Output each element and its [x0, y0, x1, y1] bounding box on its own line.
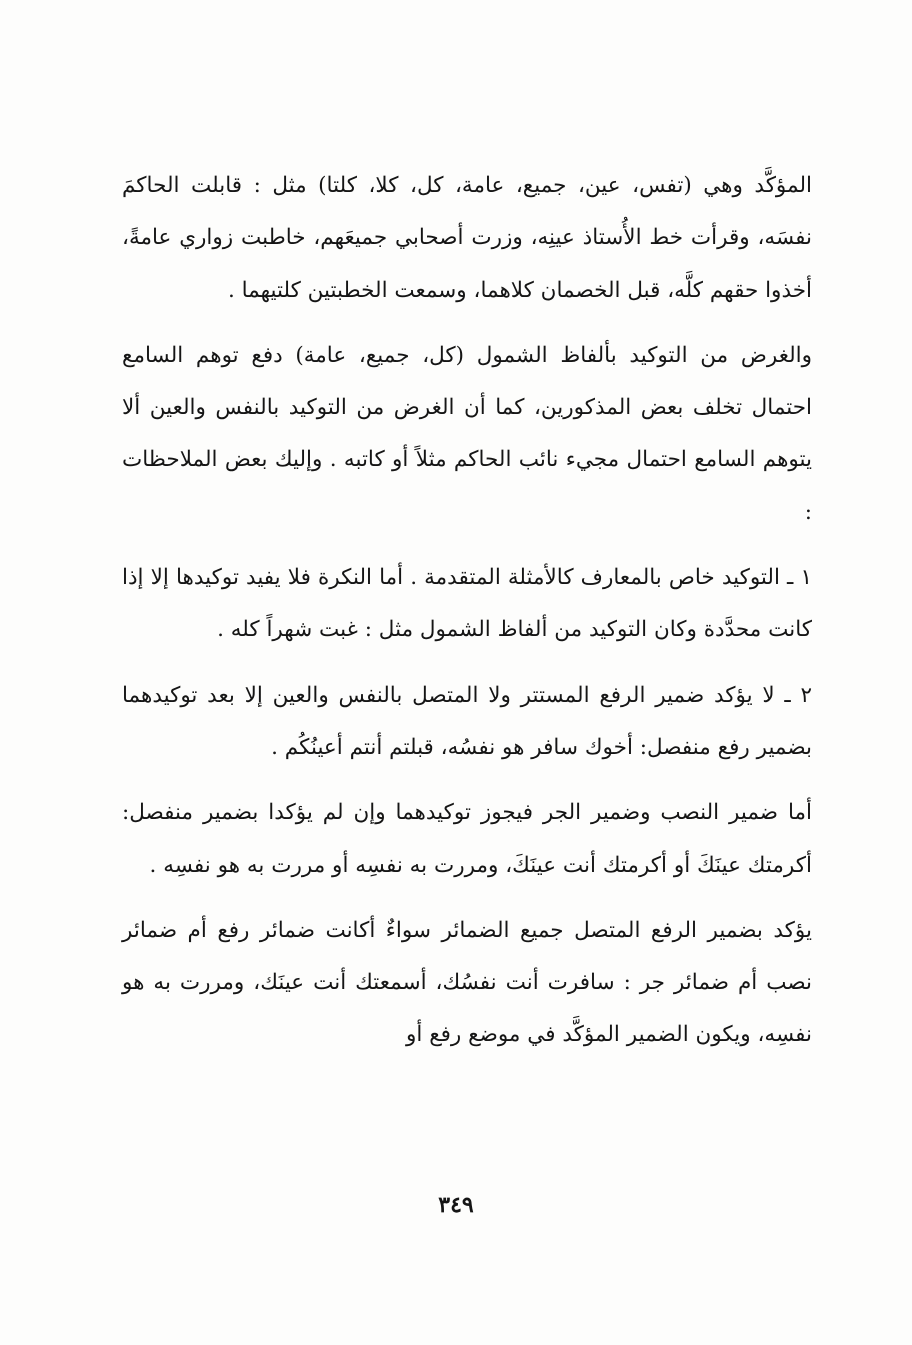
paragraph-purpose-of-emphasis: والغرض من التوكيد بألفاظ الشمول (كل، جميع، عامة) دفع توهم السامع احتمال تخلف بعض المذكورين، كما أن الغرض من التوكيد بالنفس والعين ألا يتوهم السامع احتمال مجيء نائب الحاكم مثلاً أو كاتبه . وإليك بعض الملاحظات :: [122, 342, 812, 525]
paragraph-object-pronouns: أما ضمير النصب وضمير الجر فيجوز توكيدهما وإن لم يؤكدا بضمير منفصل: أكرمتك عينَكَ أو أكرمتك أنت عينَكَ، ومررت به نفسِه أو مررت به هو نفسِه .: [122, 800, 812, 878]
paragraph-connected-pronoun: يؤكد بضمير الرفع المتصل جميع الضمائر سواءٌ أكانت ضمائر رفع أم ضمائر نصب أم ضمائر جر : سافرت أنت نفسُك، أسمعتك أنت عينَك، ومررت به هو نفسِه، ويكون الضمير المؤكَّد في موضع رفع أو: [122, 917, 812, 1048]
paragraph-emphasis-words: المؤكَّد وهي (تفس، عين، جميع، عامة، كل، كلا، كلتا) مثل : قابلت الحاكمَ نفسَه، وقرأت خط الأُستاذ عينِه، وزرت أصحابي جميعَهم، خاطبت زواري عامةً، أخذوا حقهم كلَّه، قبل الخصمان كلاهما، وسمعت الخطبتين كلتيهما .: [122, 173, 812, 303]
page-number: ٣٤٩: [438, 1192, 474, 1218]
page-body-text: [122, 160, 812, 1062]
paragraph-note-2: ٢ ـ لا يؤكد ضمير الرفع المستتر ولا المتصل بالنفس والعين إلا بعد توكيدهما بضمير رفع منفصل: أخوك سافر هو نفسُه، قبلتم أنتم أعينُكُم .: [122, 682, 812, 760]
paragraph-note-1: ١ ـ التوكيد خاص بالمعارف كالأمثلة المتقدمة . أما النكرة فلا يفيد توكيدها إلا إذا كانت محدَّدة وكان التوكيد من ألفاظ الشمول مثل : غبت شهراً كله .: [122, 565, 812, 643]
